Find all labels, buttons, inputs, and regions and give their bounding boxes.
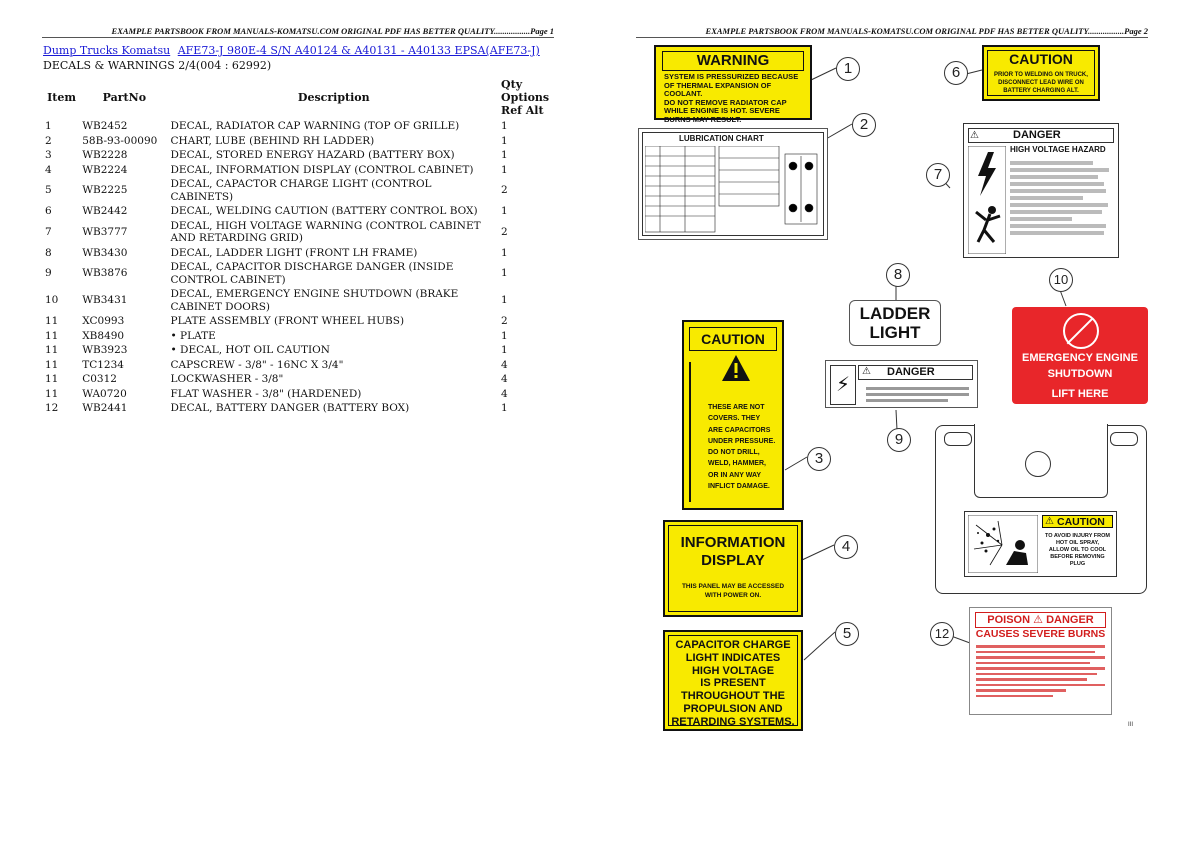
decal-3-line: INFLICT DAMAGE. bbox=[708, 483, 770, 491]
cell-qty: 1 bbox=[501, 402, 508, 414]
cell-partno: WB2225 bbox=[82, 184, 128, 197]
decal-3-line: OR IN ANY WAY bbox=[708, 471, 762, 479]
cell-description: DECAL, CAPACITOR DISCHARGE DANGER (INSIDE CONTROL CABINET) bbox=[170, 261, 454, 286]
cell-partno: WB2442 bbox=[82, 205, 128, 217]
decal-emergency-engine-shutdown bbox=[1012, 307, 1148, 404]
callout-3: 3 bbox=[807, 447, 831, 471]
cell-description: CHART, LUBE (BEHIND RH LADDER) bbox=[170, 134, 375, 147]
cell-qty: 1 bbox=[501, 120, 508, 132]
decal-4-line: THIS PANEL MAY BE ACCESSED bbox=[681, 583, 785, 590]
cell-partno: WB3923 bbox=[82, 344, 128, 356]
callout-7: 7 bbox=[926, 163, 950, 187]
cell-item: 9 bbox=[45, 267, 52, 280]
callout-2: 2 bbox=[852, 113, 876, 137]
column-header-item: Item bbox=[47, 91, 77, 104]
decal-4-title: INFORMATION bbox=[680, 534, 786, 551]
callout-10: 10 bbox=[1049, 268, 1073, 292]
cell-partno: WB2441 bbox=[82, 402, 128, 414]
decal-7-title: DANGER bbox=[968, 128, 1114, 143]
page-2-header: EXAMPLE PARTSBOOK FROM MANUALS-KOMATSU.COM ORIGINAL PDF HAS BETTER QUALITY.................Page 2 bbox=[636, 26, 1148, 38]
decal-capacitor-charge-light bbox=[663, 630, 803, 731]
warning-triangle-icon: ⚠ bbox=[1045, 516, 1054, 527]
decal-4-line: WITH POWER ON. bbox=[704, 592, 762, 599]
cell-item: 2 bbox=[45, 134, 52, 147]
decal-1-line: WHILE ENGINE IS HOT. SEVERE bbox=[664, 106, 780, 115]
cell-item: 7 bbox=[45, 225, 52, 238]
decal-battery-poison-danger bbox=[969, 607, 1112, 715]
decal-11-line: PLUG bbox=[1069, 561, 1086, 567]
decal-1-title: WARNING bbox=[662, 51, 804, 71]
decal-3-line: COVERS. THEY bbox=[708, 415, 761, 423]
decal-11-line: ALLOW OIL TO COOL bbox=[1048, 547, 1107, 553]
cell-partno: WA0720 bbox=[82, 387, 127, 400]
cell-qty: 1 bbox=[501, 149, 508, 161]
section-title: DECALS & WARNINGS 2/4(004 : 62992) bbox=[43, 59, 272, 72]
cell-partno: C0312 bbox=[82, 373, 117, 385]
cell-qty: 2 bbox=[501, 315, 508, 327]
decal-6-line: BATTERY CHARGING ALT. bbox=[1003, 88, 1079, 94]
decal-6-title: CAUTION bbox=[1009, 51, 1073, 67]
decal-5-line: HIGH VOLTAGE bbox=[691, 664, 775, 677]
decal-12-title-danger: DANGER bbox=[1046, 614, 1094, 626]
cell-description: LOCKWASHER - 3/8" bbox=[170, 373, 284, 385]
decal-12-fine-print bbox=[976, 642, 1105, 700]
callout-5: 5 bbox=[835, 622, 859, 646]
decal-1-line: DO NOT REMOVE RADIATOR CAP bbox=[664, 97, 787, 107]
cell-qty: 1 bbox=[501, 267, 508, 280]
cell-item: 3 bbox=[45, 149, 52, 161]
plate-hole bbox=[1025, 451, 1051, 477]
decal-7-fine-print bbox=[1010, 158, 1114, 238]
decal-5-line: LIGHT INDICATES bbox=[685, 651, 781, 664]
callout-9: 9 bbox=[887, 428, 911, 452]
cell-description: • DECAL, HOT OIL CAUTION bbox=[170, 344, 330, 356]
cell-qty: 2 bbox=[501, 184, 508, 197]
cell-item: 11 bbox=[45, 373, 59, 385]
cell-description: DECAL, RADIATOR CAP WARNING (TOP OF GRILLE) bbox=[170, 120, 460, 132]
cell-partno: 58B-93-00090 bbox=[82, 134, 158, 147]
cell-item: 6 bbox=[45, 205, 52, 217]
page-mark: III bbox=[1128, 722, 1134, 728]
decal-10-line: EMERGENCY ENGINE bbox=[1022, 352, 1138, 364]
cell-description: DECAL, WELDING CAUTION (BATTERY CONTROL BOX) bbox=[170, 205, 478, 217]
column-header-description: Description bbox=[297, 91, 370, 104]
page-1-header: EXAMPLE PARTSBOOK FROM MANUALS-KOMATSU.COM ORIGINAL PDF HAS BETTER QUALITY.................Page 1 bbox=[42, 26, 554, 38]
lightning-icon: ⚡ bbox=[830, 365, 856, 405]
decal-5-line: PROPULSION AND bbox=[683, 702, 783, 715]
decal-1-line: OF THERMAL EXPANSION OF COOLANT. bbox=[664, 80, 772, 98]
decal-capacitor-discharge-danger bbox=[825, 360, 978, 408]
breadcrumb-link-model[interactable]: AFE73-J 980E-4 S/N A40124 & A40131 - A40133 EPSA(AFE73-J) bbox=[177, 44, 540, 57]
decal-information-display bbox=[663, 520, 803, 617]
cell-partno: WB2228 bbox=[82, 149, 128, 161]
cell-partno: WB3777 bbox=[82, 225, 128, 238]
cell-qty: 1 bbox=[501, 294, 508, 307]
callout-6: 6 bbox=[944, 61, 968, 85]
decal-12-subtitle: CAUSES SEVERE BURNS bbox=[975, 628, 1106, 640]
decal-4-title: DISPLAY bbox=[701, 552, 765, 569]
cell-description: DECAL, LADDER LIGHT (FRONT LH FRAME) bbox=[170, 246, 418, 259]
cell-qty: 1 bbox=[501, 329, 508, 342]
cell-description: DECAL, BATTERY DANGER (BATTERY BOX) bbox=[170, 402, 410, 414]
cell-item: 11 bbox=[45, 315, 59, 327]
decal-3-title: CAUTION bbox=[689, 327, 777, 351]
decal-8-line: LIGHT bbox=[869, 323, 921, 342]
cell-item: 4 bbox=[45, 163, 52, 176]
decal-hot-oil-caution bbox=[964, 511, 1117, 577]
decal-5-line: THROUGHOUT THE bbox=[681, 690, 785, 703]
cell-item: 11 bbox=[45, 387, 59, 400]
warning-triangle-icon: ⚠ bbox=[862, 366, 871, 377]
decal-5-line: IS PRESENT bbox=[700, 677, 766, 690]
decal-lubrication-chart bbox=[638, 128, 828, 240]
decal-3-line: ARE CAPACITORS bbox=[708, 426, 771, 434]
cell-item: 5 bbox=[45, 184, 52, 197]
cell-description: CAPSCREW - 3/8" - 16NC X 3/4" bbox=[170, 358, 344, 371]
decal-3-line: WELD, HAMMER, bbox=[708, 460, 766, 468]
decal-11-line: BEFORE REMOVING bbox=[1050, 554, 1105, 560]
cell-qty: 1 bbox=[501, 344, 508, 356]
cell-partno: WB3876 bbox=[82, 267, 128, 280]
cell-partno: WB3430 bbox=[82, 246, 128, 259]
cell-qty: 4 bbox=[501, 373, 508, 385]
cell-item: 10 bbox=[45, 294, 59, 307]
decal-10-line: SHUTDOWN bbox=[1047, 368, 1113, 380]
cell-item: 12 bbox=[45, 402, 59, 414]
decal-5-line: CAPACITOR CHARGE bbox=[675, 639, 791, 651]
callout-12: 12 bbox=[930, 622, 954, 646]
decal-3-line: THESE ARE NOT bbox=[708, 404, 765, 411]
column-header-qty-options: Qty Options Ref Alt bbox=[501, 78, 550, 117]
lube-chart-grid-image bbox=[645, 146, 823, 236]
cell-description: FLAT WASHER - 3/8" (HARDENED) bbox=[170, 387, 362, 400]
cell-qty: 1 bbox=[501, 205, 508, 217]
cell-item: 1 bbox=[45, 120, 52, 132]
callout-4: 4 bbox=[834, 535, 858, 559]
callout-1: 1 bbox=[836, 57, 860, 81]
hot-oil-spray-icon bbox=[968, 515, 1038, 573]
warning-triangle-icon bbox=[721, 354, 751, 382]
cell-description: DECAL, INFORMATION DISPLAY (CONTROL CABINET) bbox=[170, 163, 474, 176]
cell-qty: 2 bbox=[501, 225, 508, 238]
decal-capacitor-caution bbox=[682, 320, 784, 510]
cell-item: 11 bbox=[45, 344, 59, 356]
warning-triangle-icon: ⚠ bbox=[1033, 614, 1043, 626]
cell-qty: 1 bbox=[501, 134, 508, 147]
cell-item: 11 bbox=[45, 329, 59, 342]
cell-partno: XB8490 bbox=[82, 329, 125, 342]
column-header-partno: PartNo bbox=[102, 91, 147, 104]
cell-item: 8 bbox=[45, 246, 52, 259]
cell-description: • PLATE bbox=[170, 329, 216, 342]
decal-radiator-warning bbox=[654, 45, 812, 124]
decal-1-line: BURNS MAY RESULT. bbox=[664, 114, 742, 124]
cell-qty: 4 bbox=[501, 358, 508, 371]
cell-partno: XC0993 bbox=[82, 315, 125, 327]
cell-description: PLATE ASSEMBLY (FRONT WHEEL HUBS) bbox=[170, 315, 405, 327]
decal-ladder-light bbox=[849, 300, 941, 346]
cell-item: 11 bbox=[45, 358, 59, 371]
cell-description: DECAL, EMERGENCY ENGINE SHUTDOWN (BRAKE CABINET DOORS) bbox=[170, 288, 459, 313]
decal-3-line: DO NOT DRILL, bbox=[708, 449, 760, 457]
decal-6-line: DISCONNECT LEAD WIRE ON bbox=[998, 80, 1084, 86]
decal-11-title: CAUTION bbox=[1042, 515, 1113, 528]
cell-description: DECAL, STORED ENERGY HAZARD (BATTERY BOX) bbox=[170, 149, 455, 161]
engine-shutdown-icon bbox=[1063, 313, 1099, 349]
decal-11-line: HOT OIL SPRAY, bbox=[1055, 540, 1100, 546]
cell-qty: 1 bbox=[501, 163, 508, 176]
cell-qty: 4 bbox=[501, 387, 508, 400]
cell-partno: WB2224 bbox=[82, 163, 128, 176]
cell-partno: WB3431 bbox=[82, 294, 128, 307]
warning-triangle-icon: ⚠ bbox=[970, 130, 979, 141]
decal-12-title-poison: POISON bbox=[987, 614, 1031, 626]
decal-welding-caution bbox=[982, 45, 1100, 101]
decal-10-line: LIFT HERE bbox=[1051, 388, 1109, 400]
cell-description: DECAL, CAPACTOR CHARGE LIGHT (CONTROL CABINETS) bbox=[170, 178, 432, 203]
decal-8-line: LADDER bbox=[859, 304, 931, 323]
decal-9-title: DANGER bbox=[858, 365, 973, 380]
decal-11-line: TO AVOID INJURY FROM bbox=[1045, 533, 1110, 539]
electric-shock-icon bbox=[968, 146, 1006, 254]
decal-1-line: SYSTEM IS PRESSURIZED BECAUSE bbox=[664, 72, 799, 81]
decal-7-subtitle: HIGH VOLTAGE HAZARD bbox=[1010, 145, 1106, 154]
callout-8: 8 bbox=[886, 263, 910, 287]
decal-6-line: PRIOR TO WELDING ON TRUCK, bbox=[994, 72, 1088, 78]
cell-qty: 1 bbox=[501, 246, 508, 259]
decal-5-line: RETARDING SYSTEMS. bbox=[671, 715, 795, 728]
breadcrumb-link-dump-trucks[interactable]: Dump Trucks Komatsu bbox=[43, 44, 171, 57]
decal-high-voltage-danger bbox=[963, 123, 1119, 258]
cell-partno: WB2452 bbox=[82, 120, 128, 132]
decal-3-line: UNDER PRESSURE. bbox=[708, 437, 776, 445]
cell-partno: TC1234 bbox=[82, 358, 124, 371]
cell-description: DECAL, HIGH VOLTAGE WARNING (CONTROL CABINET AND RETARDING GRID) bbox=[170, 219, 481, 244]
decal-2-title: LUBRICATION CHART bbox=[679, 134, 764, 143]
